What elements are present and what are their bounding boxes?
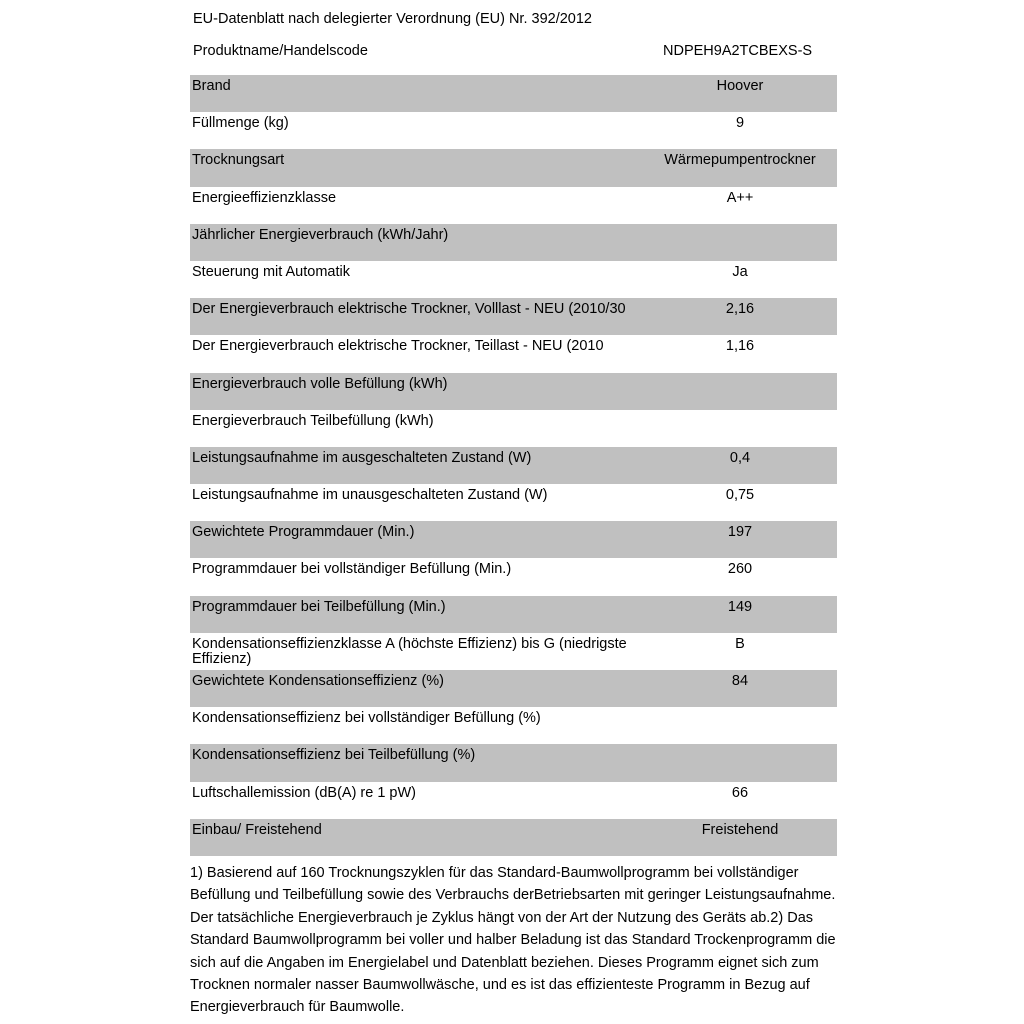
spec-value: Hoover — [716, 78, 764, 94]
product-name-row — [190, 38, 837, 68]
spec-row-energy-partial-load — [190, 335, 837, 372]
spec-value: 149 — [727, 598, 753, 615]
spec-label: Energieverbrauch Teilbefüllung (kWh) — [192, 412, 434, 429]
spec-label: Einbau/ Freistehend — [192, 821, 322, 838]
spec-value: 260 — [727, 561, 753, 578]
spec-table — [190, 75, 837, 856]
spec-row-weighted-condensation — [190, 670, 837, 707]
spec-row-power-left-on — [190, 484, 837, 521]
footnote: 1) Basierend auf 160 Trocknungszyklen für das Standard-Baumwollprogramm bei vollständiger Befüllung und Teilbefüllung sowie des Verbrauchs derBetriebsarten mit geringer Leistungsaufnahme. Der tatsächliche Energieverbrauch je Zyklus hängt von der Art der Nutzung des Geräts ab.2) Das Standard Baumwollprogramm bei voller und halber Beladung ist das Standard Trockenprogramm die sich auf die Angaben im Energielabel und Datenblatt beziehen. Dieses Programm eignet sich zum Trocknen normaler nasser Baumwollwäsche, und es ist das effizienteste Programm in Bezug auf Energieverbrauch für Baumwolle. — [190, 865, 836, 1016]
spec-label: Gewichtete Programmdauer (Min.) — [192, 524, 415, 541]
product-code: NDPEH9A2TCBEXS-S — [663, 43, 813, 59]
spec-row-weighted-duration — [190, 521, 837, 558]
spec-row-capacity — [190, 112, 837, 149]
spec-label: Kondensationseffizienzklasse A (höchste Effizienz) bis G (niedrigste Effizienz) — [192, 635, 627, 667]
spec-label: Gewichtete Kondensationseffizienz (%) — [192, 673, 445, 689]
spec-value: 9 — [735, 115, 745, 132]
spec-row-energy-class — [190, 187, 837, 224]
spec-row-brand — [190, 75, 837, 112]
spec-label: Kondensationseffizienz bei vollständiger Befüllung (%) — [192, 710, 541, 727]
spec-label: Leistungsaufnahme im unausgeschalteten Zustand (W) — [192, 487, 548, 504]
spec-label: Jährlicher Energieverbrauch (kWh/Jahr) — [192, 226, 449, 243]
spec-row-condensation-full — [190, 707, 837, 744]
spec-label: Der Energieverbrauch elektrische Trockner, Volllast - NEU (2010/30 — [192, 301, 626, 318]
spec-value: 2,16 — [725, 301, 755, 318]
spec-value: A++ — [726, 189, 754, 206]
spec-row-drying-type — [190, 149, 837, 186]
spec-value: Wärmepumpentrockner — [664, 152, 816, 169]
spec-value: 1,16 — [725, 338, 755, 355]
spec-row-power-off — [190, 447, 837, 484]
spec-label: Leistungsaufnahme im ausgeschalteten Zustand (W) — [192, 449, 532, 466]
spec-row-energy-partial-fill — [190, 410, 837, 447]
spec-value: Freistehend — [701, 821, 779, 838]
spec-label: Steuerung mit Automatik — [192, 263, 350, 280]
spec-value: B — [735, 635, 745, 652]
spec-value: 0,4 — [729, 449, 751, 466]
spec-label: Füllmenge (kg) — [192, 115, 289, 132]
spec-label: Programmdauer bei vollständiger Befüllung (Min.) — [192, 561, 512, 578]
spec-row-auto-control — [190, 261, 837, 298]
spec-label: Energieverbrauch volle Befüllung (kWh) — [192, 375, 448, 392]
spec-label: Kondensationseffizienz bei Teilbefüllung (%) — [192, 747, 476, 764]
spec-row-duration-partial — [190, 596, 837, 633]
spec-row-energy-full-fill — [190, 373, 837, 410]
spec-row-installation — [190, 819, 837, 856]
spec-value: 66 — [731, 784, 749, 801]
spec-row-duration-full — [190, 558, 837, 595]
document-title: EU-Datenblatt nach delegierter Verordnung (EU) Nr. 392/2012 — [193, 11, 592, 27]
spec-value: Ja — [732, 263, 748, 280]
spec-label: Energieeffizienzklasse — [192, 189, 337, 206]
product-name-label: Produktname/Handelscode — [193, 43, 368, 59]
spec-value: 84 — [731, 673, 749, 689]
spec-value: 197 — [727, 524, 753, 541]
spec-label: Der Energieverbrauch elektrische Trockner, Teillast - NEU (2010 — [192, 338, 604, 355]
spec-row-annual-energy — [190, 224, 837, 261]
spec-row-energy-full-load — [190, 298, 837, 335]
spec-row-condensation-class — [190, 633, 837, 670]
spec-row-noise — [190, 782, 837, 819]
spec-label: Programmdauer bei Teilbefüllung (Min.) — [192, 598, 446, 615]
spec-value: 0,75 — [725, 487, 755, 504]
spec-label: Luftschallemission (dB(A) re 1 pW) — [192, 784, 417, 801]
spec-label: Trocknungsart — [192, 152, 285, 169]
spec-row-condensation-partial — [190, 744, 837, 781]
spec-label: Brand — [192, 78, 231, 94]
